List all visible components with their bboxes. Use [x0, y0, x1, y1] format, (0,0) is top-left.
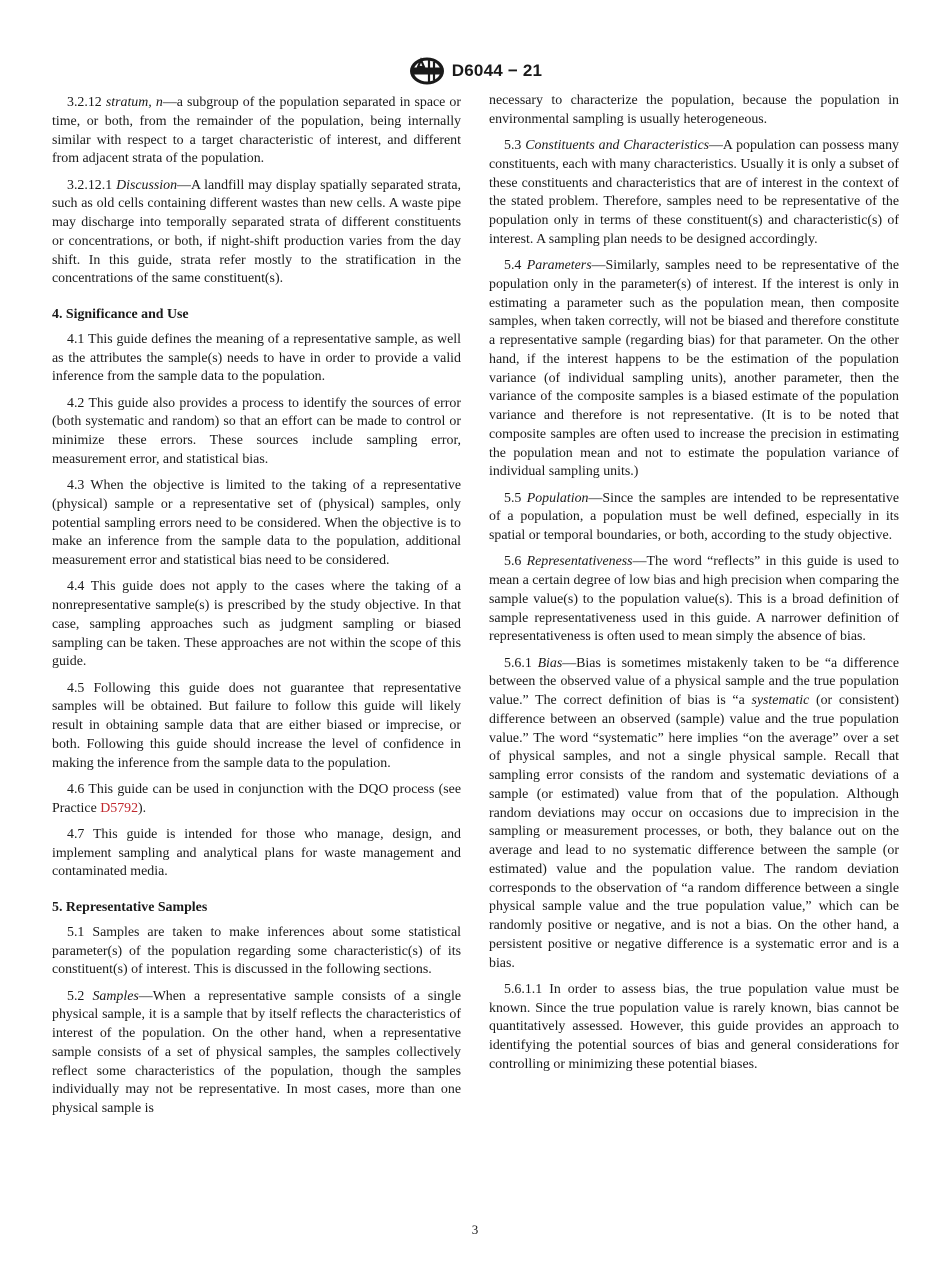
page-header [0, 56, 950, 86]
paragraph-4-3: 4.3 When the objective is limited to the taking of a representative (physical) sample or a representative set of (physical) samples, only potential sampling errors need to be considered. When the objective is to make an inference from the sample data to the population, additional measurement error and statistical bias need to be considered. [52, 478, 461, 568]
paragraph-5-2: 5.2 Samples—When a representative sample consists of a single physical sample, it is a sample that by itself reflects the characteristics of interest of the population. On the other hand, when a representative sample consists of a set of physical samples, the samples collectively reflect some characteristics of the population, though the samples individually may not be representative. In most cases, more than one physical sample is [52, 988, 461, 1116]
paragraph-5-6-1: 5.6.1 Bias—Bias is sometimes mistakenly taken to be “a difference between the observed value of a physical sample and the true population value.” The correct definition of bias is “a systematic (or consistent) difference between an observed (sample) value and the true population value.” The word “systematic” here implies “on the average” over a set of physical samples, and not a single physical sample. Recall that sampling error consists of the random and systematic deviations of a sample (or estimated) value from that of the population. Although random deviations may occur on occasions due to imprecision in the sampling or measurement processes, or both, they balance out on the average and lead to no systematic difference between the sample (or estimated) value and the population value. The random deviation corresponds to the observation of “a random difference between a single physical sample value and the true population value,” which can be randomly positive or negative, and is not a bias. On the other hand, a persistent positive or negative difference is a systematic error and is a bias. [489, 655, 900, 971]
paragraph-4-5: 4.5 Following this guide does not guarantee that representative samples will be obtained. But failure to follow this guide will likely result in obtaining sample data that are either biased or imprecise, or both. Following this guide should increase the level of confidence in making the inference from the sample data to the population. [52, 680, 461, 771]
astm-logo-icon [408, 56, 446, 86]
paragraph-3-2-12-1: 3.2.12.1 Discussion—A landfill may display spatially separated strata, such as old cells containing different wastes than new cells. A waste pipe may discharge into temporally separated strata of different constituents or concentrations, or both, if night-shift production varies from the day shift. In this guide, strata refer mostly to the stratification in the concentrations of the same constituent(s). [52, 177, 461, 287]
paragraph-5-4: 5.4 Parameters—Similarly, samples need to be representative of the population only in the parameter(s) of interest. If the interest is only in estimating a parameter such as the population mean, then composite samples, when taken correctly, will not be biased and therefore constitute a representative sample (regarding bias) for that parameter. On the other hand, if the interest happens to be the estimation of the population variance (of individual sampling units), another parameter, then the variance of the composite samples is a biased estimate of the population variance and therefore is not representative. (It is to be noted that composite samples are often used to increase the precision in estimating the population mean and not to estimate the population variance of individual sampling units.) [489, 258, 899, 480]
paragraph-4-2: 4.2 This guide also provides a process to identify the sources of error (both systematic and random) so that an effort can be made to control or minimize these errors. These sources include sampling error, measurement error, and statistical bias. [52, 395, 461, 467]
paragraph-5-1: 5.1 Samples are taken to make inferences about some statistical parameter(s) of the population regarding some characteristic(s) of its constituent(s) of interest. This is discussed in the following sections. [52, 924, 461, 978]
paragraph-5-3: 5.3 Constituents and Characteristics—A population can possess many constituents, each with many characteristics. Usually it is only a subset of these constituents and characteristics that are of interest in the context of the stated problem. Therefore, samples need to be representative of the population only in terms of these constituent(s) and characteristic(s) of interest. A sampling plan needs to be designed accordingly. [489, 138, 899, 247]
section-heading-4: 4. Significance and Use [52, 307, 189, 322]
paragraph-5-6-1-1: 5.6.1.1 In order to assess bias, the true population value must be known. Since the true population value is rarely known, bias cannot be quantitatively assessed. However, this guide provides an approach to identifying the potential sources of bias and general considerations for controlling or minimizing these potential biases. [489, 981, 899, 1072]
paragraph-4-7: 4.7 This guide is intended for those who manage, design, and implement sampling and analytical plans for waste management and contaminated media. [52, 826, 461, 880]
left-column [52, 92, 461, 1126]
right-column [489, 92, 899, 1082]
paragraph-5-5: 5.5 Population—Since the samples are intended to be representative of a population, a population must be well defined, especially in its spatial or temporal boundaries, or both, according to the study objective. [489, 490, 899, 543]
paragraph-5-6: 5.6 Representativeness—The word “reflects” in this guide is used to mean a certain degree of low bias and high precision when comparing the sample value(s) to the population value(s). This is a broad definition of sample representativeness used in this guide. A narrower definition of representativeness is often used to mean simply the absence of bias. [489, 554, 899, 645]
paragraph-4-1: 4.1 This guide defines the meaning of a representative sample, as well as the attributes the sample(s) needs to have in order to provide a valid inference from the sample data to the population. [52, 331, 461, 385]
paragraph-5-2-continued: necessary to characterize the population, because the population in environmental sampling is usually heterogeneous. [489, 93, 899, 127]
practice-d5792-link[interactable]: D5792 [100, 800, 139, 816]
paragraph-4-6: 4.6 This guide can be used in conjunction with the DQO process (see Practice D5792). [52, 781, 461, 816]
paragraph-4-4: 4.4 This guide does not apply to the cases where the taking of a nonrepresentative sample(s) is prescribed by the study objective. In that case, sampling approaches such as judgment sampling or biased sampling can be taken. These approaches are not within the scope of this guide. [52, 579, 461, 670]
paragraph-3-2-12: 3.2.12 stratum, n—a subgroup of the population separated in space or time, or both, from the remainder of the population, being internally similar with respect to a target characteristic of interest, and different from adjacent strata of the population. [52, 95, 461, 167]
section-heading-5: 5. Representative Samples [52, 900, 208, 915]
document-id: D6044 − 21 [451, 61, 543, 80]
page-number: 3 [471, 1222, 479, 1237]
